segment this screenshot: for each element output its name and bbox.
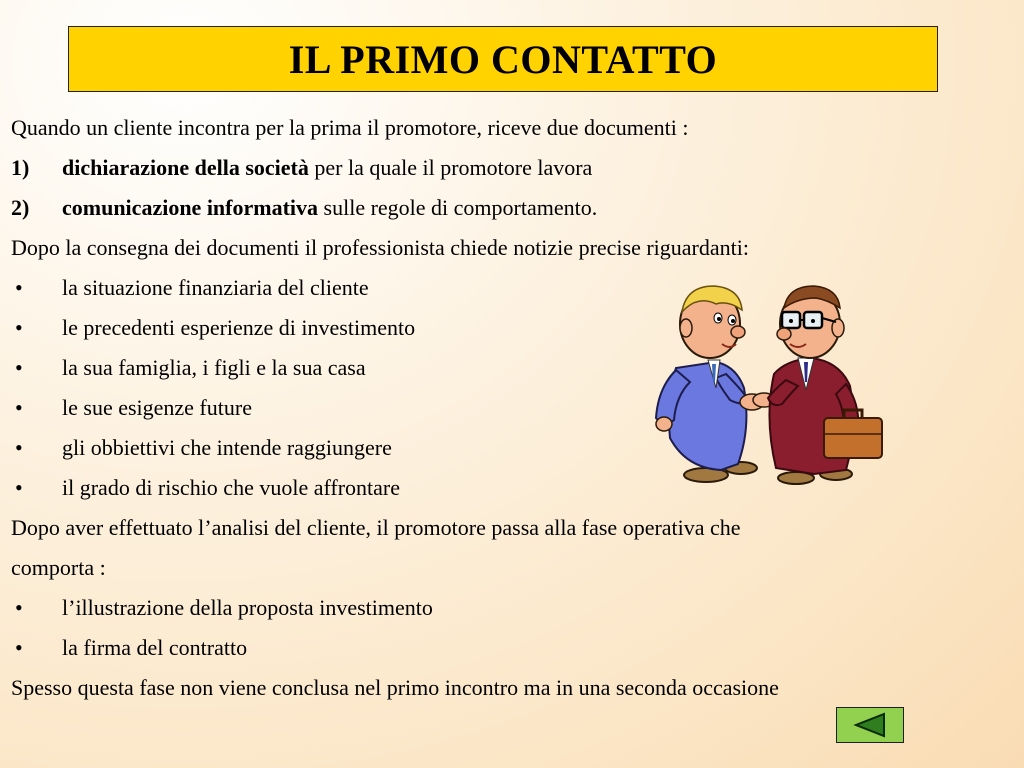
bullet-icon: • [15,635,23,660]
bullet-icon: • [15,595,23,620]
operative-step-text: l’illustrazione della proposta investimento [62,595,433,620]
document-name: comunicazione informativa [62,195,319,220]
closing-text: Spesso questa fase non viene conclusa nel primo incontro ma in una seconda occasione [11,675,779,700]
intro-text: Quando un cliente incontra per la prima il promotore, riceve due documenti : [11,115,689,140]
bullet-icon: • [15,275,23,300]
after-documents-text: Dopo la consegna dei documenti il professionista chiede notizie precise riguardanti: [11,235,749,260]
operative-step-text: la firma del contratto [62,635,248,660]
topic-text: le sue esigenze future [62,395,252,420]
document-description: sulle regole di comportamento. [318,195,598,220]
topic-text: gli obbiettivi che intende raggiungere [62,435,392,460]
bullet-icon: • [15,475,23,500]
right-man-figure [768,286,882,484]
document-item [11,148,1016,188]
back-triangle-icon [850,712,890,738]
back-button[interactable] [836,707,904,743]
document-number: 2) [11,195,30,220]
document-item [11,188,1016,228]
document-number: 1) [11,155,30,180]
slide-title: IL PRIMO CONTATTO [288,36,718,82]
document-description: per la quale il promotore lavora [308,155,593,180]
slide-title-box [68,26,938,92]
bullet-icon: • [15,315,23,340]
operative-step-item [11,588,1016,628]
bullet-icon: • [15,435,23,460]
topic-text: la situazione finanziaria del cliente [62,275,369,300]
bullet-icon: • [15,395,23,420]
analysis-text-continued: comporta : [11,555,106,580]
operative-step-item [11,628,1016,668]
document-name: dichiarazione della società [62,155,309,180]
topic-text: le precedenti esperienze di investimento [62,315,416,340]
handshake-businessmen-clipart [646,278,896,494]
topic-text: il grado di rischio che vuole affrontare [62,475,401,500]
topic-text: la sua famiglia, i figli e la sua casa [62,355,366,380]
left-man-figure [656,286,757,482]
bullet-icon: • [15,355,23,380]
analysis-text: Dopo aver effettuato l’analisi del cliente, il promotore passa alla fase operativa che [11,515,741,540]
